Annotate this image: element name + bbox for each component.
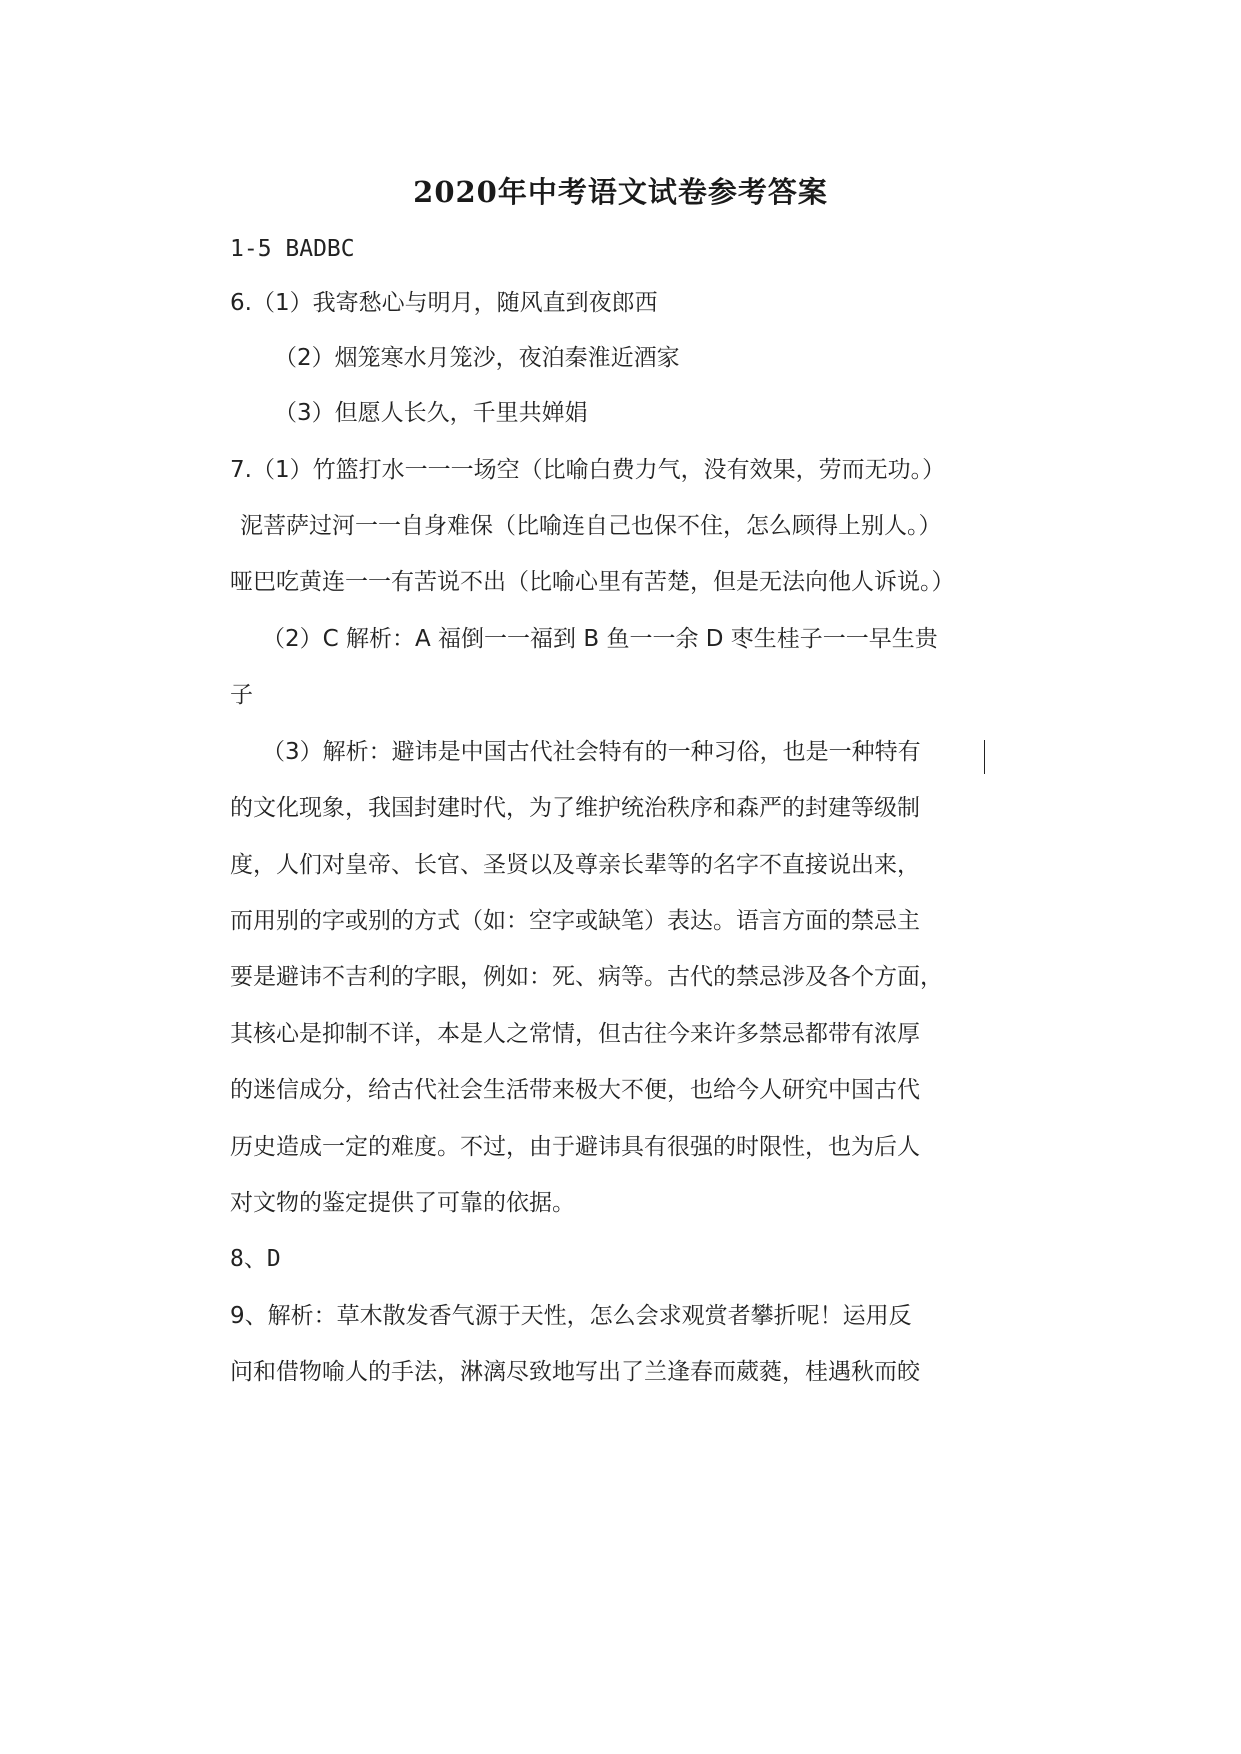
answer-line-7-3i: 对文物的鉴定提供了可靠的依据。 xyxy=(230,1190,575,1216)
answer-line-7-3f: 其核心是抑制不详，本是人之常情，但古往今来许多禁忌都带有浓厚 xyxy=(230,1021,920,1047)
answer-line-7-3e: 要是避讳不吉利的字眼，例如：死、病等。古代的禁忌涉及各个方面， xyxy=(230,964,943,990)
answer-line-7-1: 7.（1）竹篮打水一一一场空（比喻白费力气，没有效果，劳而无功。） xyxy=(230,457,946,483)
document-title: 2020年中考语文试卷参考答案 xyxy=(413,175,828,209)
answer-line-7-1b: 泥菩萨过河一一自身难保（比喻连自己也保不住，怎么顾得上别人。） xyxy=(240,513,942,539)
answer-line-7-1c: 哑巴吃黄连一一有苦说不出（比喻心里有苦楚，但是无法向他人诉说。） xyxy=(230,569,955,595)
answer-line-8: 8、D xyxy=(230,1246,281,1272)
answer-line-6-1: 6.（1）我寄愁心与明月，随风直到夜郎西 xyxy=(230,290,658,316)
answer-line-7-3h: 历史造成一定的难度。不过，由于避讳具有很强的时限性，也为后人 xyxy=(230,1134,920,1160)
answer-line-7-2: （2）C 解析：A 福倒一一福到 B 鱼一一余 D 枣生桂子一一早生贵 xyxy=(262,626,938,652)
answer-line-7-2b: 子 xyxy=(230,682,253,708)
answer-line-6-3: （3）但愿人长久，千里共婵娟 xyxy=(274,400,588,426)
answer-line-7-3d: 而用别的字或别的方式（如：空字或缺笔）表达。语言方面的禁忌主 xyxy=(230,908,920,934)
answer-line-9b: 问和借物喻人的手法，淋漓尽致地写出了兰逢春而葳蕤，桂遇秋而皎 xyxy=(230,1359,920,1385)
answer-line-7-3b: 的文化现象，我国封建时代，为了维护统治秩序和森严的封建等级制 xyxy=(230,795,920,821)
answer-line-7-3c: 度，人们对皇帝、长官、圣贤以及尊亲长辈等的名字不直接说出来， xyxy=(230,852,920,878)
answer-line-9: 9、解析：草木散发香气源于天性，怎么会求观赏者攀折呢！运用反 xyxy=(230,1303,912,1329)
answer-line-1-5: 1-5 BADBC xyxy=(230,236,355,262)
answer-line-7-3g: 的迷信成分，给古代社会生活带来极大不便，也给今人研究中国古代 xyxy=(230,1077,920,1103)
answer-line-7-3: （3）解析：避讳是中国古代社会特有的一种习俗，也是一种特有 xyxy=(262,739,921,765)
answer-line-6-2: （2）烟笼寒水月笼沙，夜泊秦淮近酒家 xyxy=(274,345,680,371)
text-cursor xyxy=(984,740,985,774)
